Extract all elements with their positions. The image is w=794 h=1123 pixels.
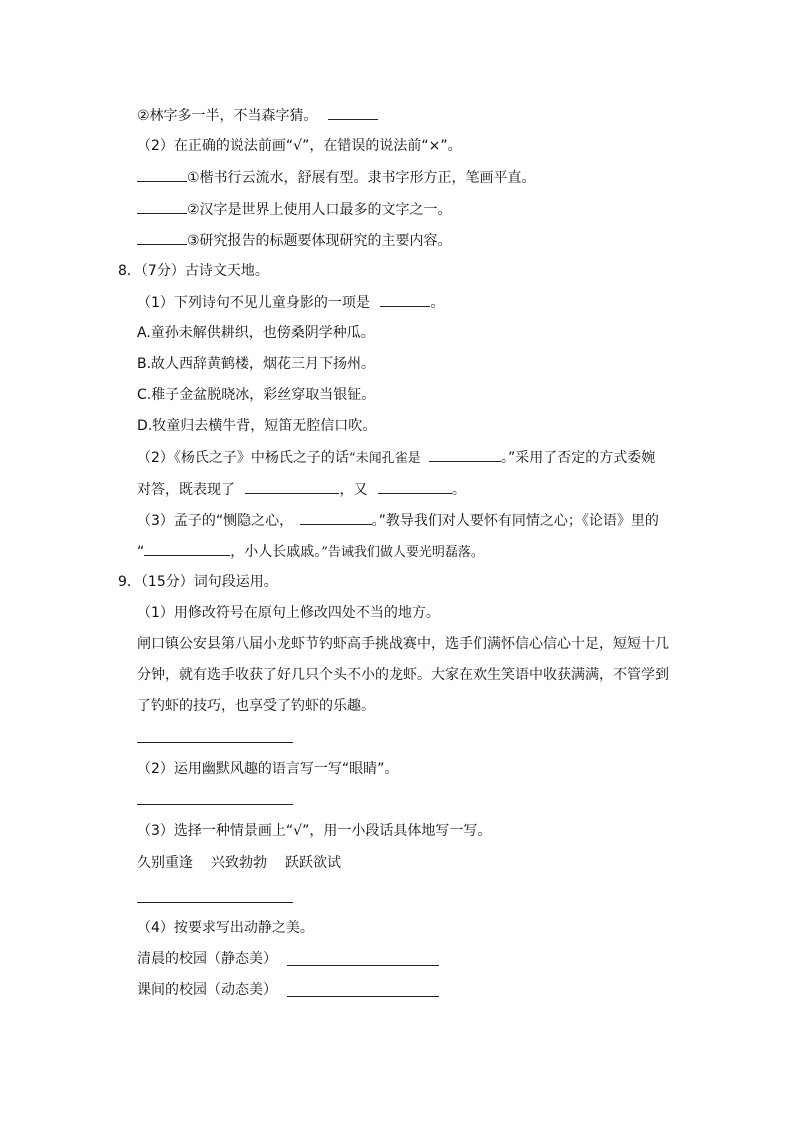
punctuation: 。	[451, 482, 466, 498]
answer-blank[interactable]	[137, 199, 187, 214]
statement-text: ③研究报告的标题要体现研究的主要内容。	[187, 233, 452, 249]
q9-choices	[137, 853, 341, 873]
q7-part2-prompt: （2）在正确的说法前画“√”，在错误的说法前“×”。	[137, 138, 462, 154]
q9-heading: 9．（15分）词句段运用。	[118, 574, 278, 590]
statement-text: ①楷书行云流水，舒展有型。隶书字形方正，笔画平直。	[187, 170, 536, 186]
q8-part2-line1	[137, 447, 655, 467]
answer-blank[interactable]	[378, 479, 452, 494]
q8-option-d: D.牧童归去横牛背，短笛无腔信口吹。	[137, 418, 377, 434]
statement-text: ②汉字是世界上使用人口最多的文字之一。	[187, 202, 452, 218]
answer-line[interactable]	[137, 804, 293, 805]
q8-heading: 8．（7分）古诗文天地。	[118, 263, 269, 279]
choice-excited[interactable]: 兴致勃勃	[211, 855, 267, 871]
q9-part4-row2	[137, 980, 277, 1000]
punctuation: 。	[430, 295, 445, 311]
q9-part1-prompt: （1）用修改符号在原句上修改四处不当的地方。	[137, 605, 440, 621]
answer-blank[interactable]	[300, 510, 372, 525]
q8-part3-text: ，小人长戚戚。	[230, 544, 322, 560]
q8-part3-line2	[137, 541, 484, 561]
answer-blank[interactable]	[328, 105, 378, 120]
q7-statement-1	[137, 167, 536, 187]
q9-paragraph-line1: 闸口镇公安县第八届小龙虾节钓虾高手挑战赛中，选手们满怀信心信心十足，短短十几	[137, 636, 669, 652]
q8-part2-text: 对答，既表现了	[137, 482, 235, 498]
answer-blank[interactable]	[245, 479, 339, 494]
q8-part3-text: ”告诫我们做人要光明磊落。	[321, 545, 484, 560]
q7-statement-3	[137, 230, 452, 250]
choice-eager[interactable]: 跃跃欲试	[285, 855, 341, 871]
answer-blank[interactable]	[144, 541, 230, 556]
q7-item2-text: ②林字多一半，不当森字猜。	[137, 108, 318, 124]
q8-part3-text: （3）孟子的“恻隐之心，	[137, 513, 294, 529]
answer-line[interactable]	[137, 742, 293, 743]
answer-line[interactable]	[287, 996, 439, 997]
row-label: 清晨的校园（静态美）	[137, 951, 277, 967]
q8-part2-text: （2）《杨氏之子》中杨氏之子的话	[137, 450, 349, 466]
q8-option-c: C.稚子金盆脱晓冰，彩丝穿取当银钲。	[137, 387, 376, 403]
q8-part2-text: ，又	[339, 482, 368, 498]
q8-part3-text: 。”教导我们对人要怀有同情之心；《论语》里的	[371, 513, 659, 529]
answer-line[interactable]	[287, 965, 439, 966]
q8-part1	[137, 292, 444, 312]
q8-part2-line2	[137, 479, 466, 499]
q9-paragraph-line3: 了钓虾的技巧，也享受了钓虾的乐趣。	[137, 698, 375, 714]
q9-part4-prompt: （4）按要求写出动静之美。	[137, 920, 314, 936]
q8-option-a: A.童孙未解供耕织，也傍桑阴学种瓜。	[137, 325, 375, 341]
q8-part2-text: 。”采用了否定的方式委婉	[501, 450, 656, 466]
q8-option-b: B.故人西辞黄鹤楼，烟花三月下扬州。	[137, 356, 376, 372]
answer-blank[interactable]	[137, 230, 187, 245]
q8-part3-line1	[137, 510, 659, 530]
row-label: 课间的校园（动态美）	[137, 982, 277, 998]
q9-paragraph-line2: 分钟，就有选手收获了好几只个头不小的龙虾。大家在欢生笑语中收获满满，不管学到	[137, 667, 669, 683]
choice-reunion[interactable]: 久别重逢	[137, 855, 193, 871]
punctuation: “	[137, 544, 145, 560]
q7-item2	[137, 105, 378, 125]
answer-blank[interactable]	[380, 292, 430, 307]
answer-blank[interactable]	[137, 167, 187, 182]
q9-part2-prompt: （2）运用幽默风趣的语言写一写“眼睛”。	[137, 761, 399, 777]
answer-blank[interactable]	[429, 447, 501, 462]
q9-part4-row1	[137, 949, 277, 969]
q8-part1-prompt: （1）下列诗句不见儿童身影的一项是	[137, 295, 370, 311]
quoted-text: “未闻孔雀是	[348, 451, 421, 466]
q7-statement-2	[137, 199, 452, 219]
answer-line[interactable]	[137, 902, 293, 903]
q9-part3-prompt: （3）选择一种情景画上“√”，用一小段话具体地写一写。	[137, 823, 492, 839]
